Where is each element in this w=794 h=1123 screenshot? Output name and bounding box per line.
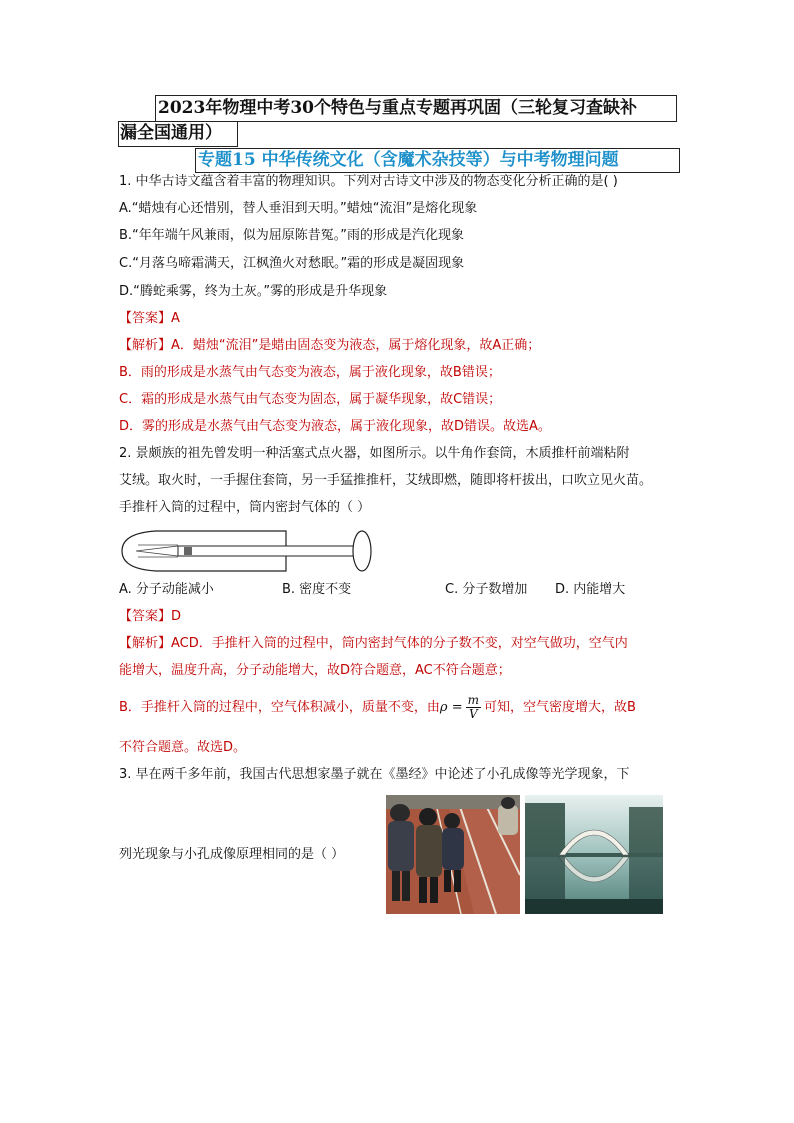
section-subtitle: 专题15 中华传统文化（含魔术杂技等）与中考物理问题 <box>198 150 619 170</box>
q2-analysis-2: 能增大，温度升高，分子动能增大，故D符合题意，AC不符合题意； <box>119 663 511 678</box>
q2-analysis-b-pre: B．手推杆入筒的过程中，空气体积减小，质量不变，由 <box>119 700 440 715</box>
moxa-tinder <box>184 547 192 555</box>
q3-stem-1: 3. 早在两千多年前，我国古代思想家墨子就在《墨经》中论述了小孔成像等光学现象，下 <box>119 767 630 782</box>
q2-option-b: B. 密度不变 <box>282 582 352 597</box>
q1-option-a: A.“蜡烛有心还惜别，替人垂泪到天明。”蜡烛“流泪”是熔化现象 <box>119 201 478 216</box>
q1-analysis-1: 【解析】A．蜡烛“流泪”是蜡由固态变为液态，属于熔化现象，故A正确； <box>119 338 541 353</box>
photo-arch-bridge-reflection <box>525 795 663 914</box>
q2-answer: 【答案】D <box>119 609 182 624</box>
density-symbol: ρ = <box>439 700 463 715</box>
q1-answer: 【答案】A <box>119 311 180 326</box>
fraction-denominator: V <box>468 707 478 721</box>
q2-stem-3: 手推杆入筒的过程中，筒内密封气体的（ ） <box>119 500 371 515</box>
q2-analysis-1: 【解析】ACD．手推杆入筒的过程中，筒内密封气体的分子数不变，对空气做功，空气内 <box>119 636 628 651</box>
q1-analysis-4: D．雾的形成是水蒸气由气态变为液态，属于液化现象，故D错误。故选A。 <box>119 419 551 434</box>
push-rod-handle <box>353 531 371 571</box>
q1-stem: 1. 中华古诗文蕴含着丰富的物理知识。下列对古诗文中涉及的物态变化分析正确的是( ) <box>119 174 618 189</box>
q2-stem-2: 艾绒。取火时，一手握住套筒，另一手猛推推杆，艾绒即燃，随即将杆拔出，口吹立见火苗。 <box>119 473 653 488</box>
q2-analysis-b-line <box>119 694 636 721</box>
piston-lighter-figure <box>118 525 378 577</box>
photo-children-on-track <box>386 795 520 914</box>
q2-option-c: C. 分子数增加 <box>445 582 528 597</box>
q1-analysis-3: C．霜的形成是水蒸气由气态变为固态，属于凝华现象，故C错误； <box>119 392 502 407</box>
q1-option-b: B.“年年端午风兼雨，似为屈原陈昔冤。”雨的形成是汽化现象 <box>119 228 465 243</box>
density-fraction <box>466 694 481 721</box>
q2-option-a: A. 分子动能减小 <box>119 582 214 597</box>
page-title-line1: 2023年物理中考30个特色与重点专题再巩固（三轮复习查缺补 <box>158 98 637 118</box>
q2-analysis-end: 不符合题意。故选D。 <box>119 740 247 755</box>
q2-option-d: D. 内能增大 <box>555 582 626 597</box>
q2-stem-1: 2. 景颇族的祖先曾发明一种活塞式点火器，如图所示。以牛角作套筒，木质推杆前端粘附 <box>119 446 630 461</box>
q1-option-c: C.“月落乌啼霜满天，江枫渔火对愁眠。”霜的形成是凝固现象 <box>119 256 465 271</box>
page-title-line2: 漏全国通用） <box>120 123 222 143</box>
q1-analysis-2: B．雨的形成是水蒸气由气态变为液态，属于液化现象，故B错误； <box>119 365 501 380</box>
push-rod <box>178 546 358 556</box>
q2-analysis-b-post: 可知，空气密度增大，故B <box>483 700 636 715</box>
q1-option-d: D.“腾蛇乘雾，终为土灰。”雾的形成是升华现象 <box>119 284 388 299</box>
q3-stem-2: 列光现象与小孔成像原理相同的是（ ） <box>119 847 345 862</box>
fraction-numerator: m <box>467 693 479 707</box>
